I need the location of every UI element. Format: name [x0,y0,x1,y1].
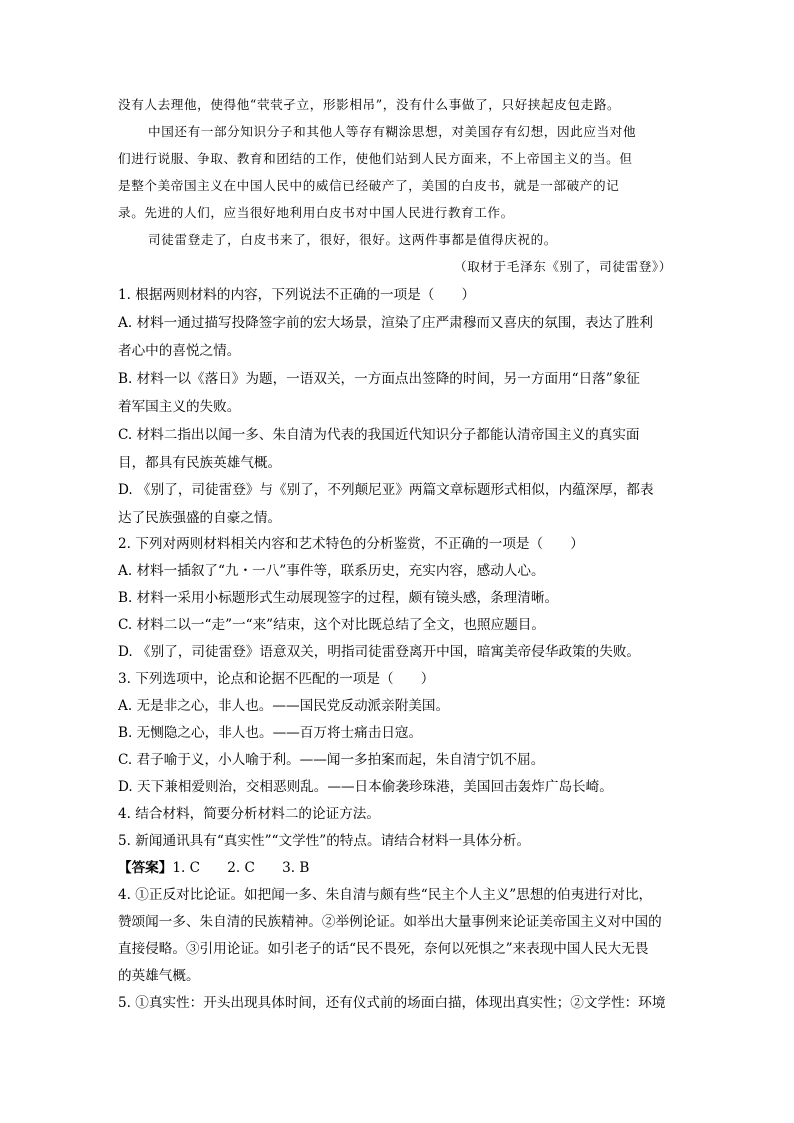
question-1-option-d-cont: 达了民族强盛的自豪之情。 [118,510,282,526]
question-2-stem: 2. 下列对两则材料相关内容和艺术特色的分析鉴赏，不正确的一项是（ ） [118,536,584,552]
excerpt-line: 中国还有一部分知识分子和其他人等存有糊涂思想，对美国存有幻想，因此应当对他 [148,124,637,139]
excerpt-line: 是整个美帝国主义在中国人民中的威信已经破产了，美国的白皮书，就是一部破产的记 [118,178,620,193]
question-3-option-b: B. 无恻隐之心，非人也。——百万将士痛击日寇。 [118,725,423,741]
question-3-option-c: C. 君子喻于义，小人喻于利。——闻一多拍案而起，朱自清宁饥不屈。 [118,752,545,768]
question-1-option-c-cont: 目，都具有民族英雄气概。 [118,455,282,471]
question-3-option-d: D. 天下兼相爱则治，交相恶则乱。——日本偷袭珍珠港，美国回击轰炸广岛长崎。 [118,779,613,795]
question-4: 4. 结合材料，简要分析材料二的论证方法。 [118,806,380,822]
source-note: （取材于毛泽东《别了，司徒雷登》） [454,259,672,274]
question-5: 5. 新闻通讯具有“真实性”“文学性”的特点。请结合材料一具体分析。 [118,833,531,849]
answer-4-line: 赞颂闻一多、朱自清的民族精神。②举例论证。如举出大量事例来论证美帝国主义对中国的 [118,914,662,930]
question-2-option-b: B. 材料一采用小标题形式生动展现签字的过程，颇有镜头感，条理清晰。 [118,590,559,606]
question-3-option-a: A. 无是非之心，非人也。——国民党反动派亲附美国。 [118,698,450,714]
answer-4-line: 的英雄气概。 [118,968,200,984]
answer-4-line: 直接侵略。③引用论证。如引老子的话“民不畏死，奈何以死惧之”来表现中国人民大无畏 [118,941,649,957]
question-3-stem: 3. 下列选项中，论点和论据不匹配的一项是（ ） [118,671,435,687]
question-1-option-a: A. 材料一通过描写投降签字前的宏大场景，渲染了庄严肃穆而又喜庆的氛围，表达了胜利 [118,315,654,331]
question-2-option-a: A. 材料一插叙了“九・一八”事件等，联系历史，充实内容，感动人心。 [118,563,545,579]
question-1-option-c: C. 材料二指出以闻一多、朱自清为代表的我国近代知识分子都能认清帝国主义的真实面 [118,427,640,443]
excerpt-line: 录。先进的人们，应当很好地利用白皮书对中国人民进行教育工作。 [118,205,514,220]
answer-mc: 1. C 2. C 3. B [172,860,310,876]
excerpt-line: 没有人去理他，使得他“茕茕孑立，形影相吊”，没有什么事做了，只好挟起皮包走路。 [118,97,621,112]
question-1-option-b: B. 材料一以《落日》为题，一语双关，一方面点出签降的时间，另一方面用“日落”象征 [118,371,640,387]
question-1-option-d: D. 《别了，司徒雷登》与《别了，不列颠尼亚》两篇文章标题形式相似，内蕴深厚，都表 [118,482,654,498]
answer-5-line: 5. ①真实性：开头出现具体时间，还有仪式前的场面白描，体现出真实性；②文学性：环境 [118,995,666,1011]
question-2-option-d: D. 《别了，司徒雷登》语意双关，明指司徒雷登离开中国，暗寓美帝侵华政策的失败。 [118,644,641,660]
answer-label: 【答案】 [118,860,173,876]
question-1-option-a-cont: 者心中的喜悦之情。 [118,343,241,359]
question-1-stem: 1. 根据两则材料的内容，下列说法不正确的一项是（ ） [118,287,476,303]
excerpt-line: 们进行说服、争取、教育和团结的工作，使他们站到人民方面来，不上帝国主义的当。但 [118,151,633,166]
answer-mc-row [118,859,676,877]
answer-4-line: 4. ①正反对比论证。如把闻一多、朱自清与颇有些“民主个人主义”思想的伯夷进行对比， [118,887,653,903]
question-1-option-b-cont: 着军国主义的失败。 [118,399,241,415]
excerpt-line: 司徒雷登走了，白皮书来了，很好，很好。这两件事都是值得庆祝的。 [148,232,558,247]
question-2-option-c: C. 材料二以一“走”一“来”结束，这个对比既总结了全文，也照应题目。 [118,617,545,633]
